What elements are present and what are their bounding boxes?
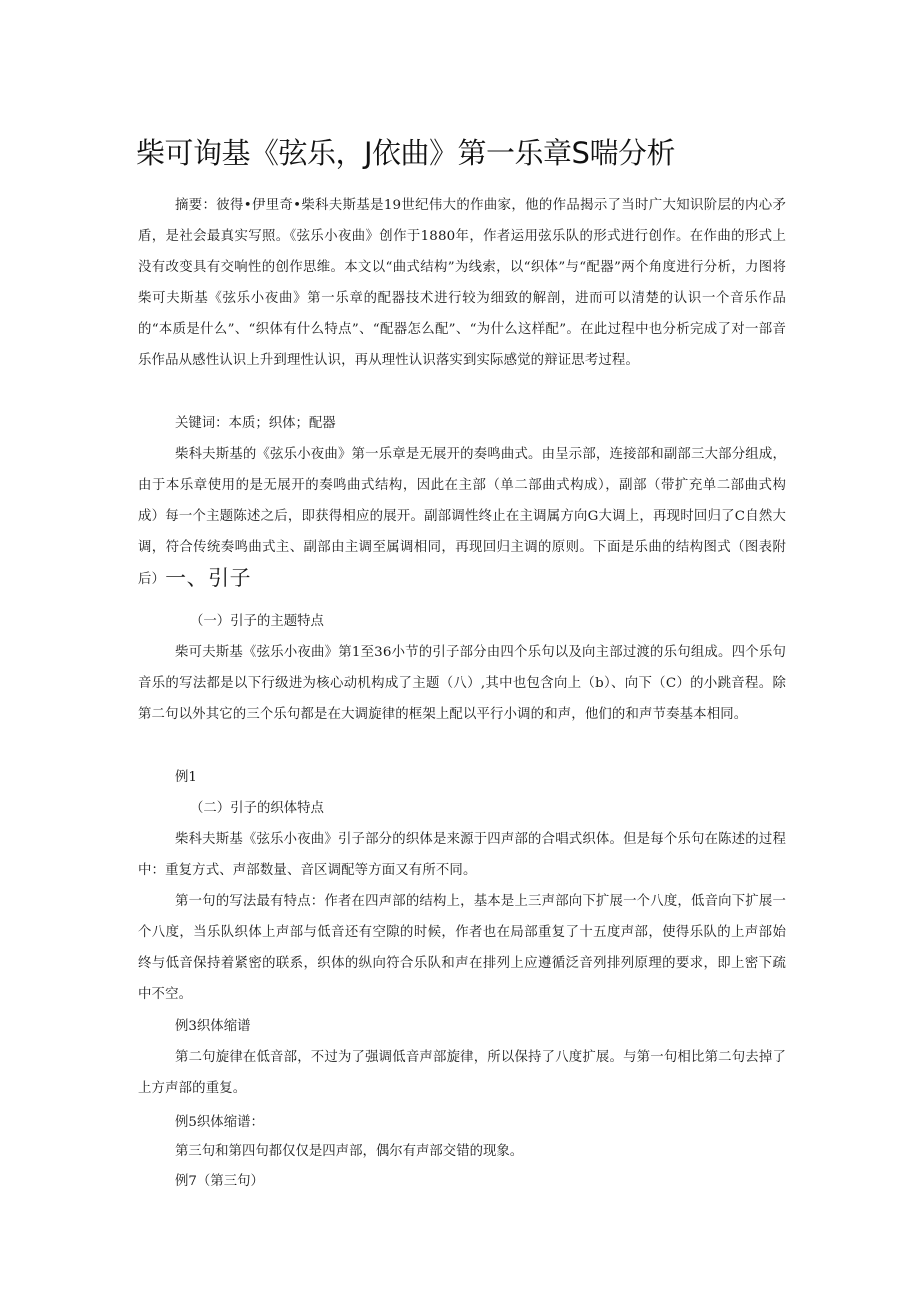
example-1-label: 例1 (175, 770, 197, 785)
first-phrase-paragraph: 第一句的写法最有特点：作者在四声部的结构上，基本是上三声部向下扩展一个八度，低音向下扩展一个八度，当乐队织体上声部与低音还有空隙的时候，作者也在局部重复了十五度声部，使得乐队的上声部始终与低音保持着紧密的联系，织体的纵向符合乐队和声在排列上应遵循泛音列排列原理的要求，即上密下疏中不空。 (138, 894, 786, 1002)
keywords-line: 关键词：本质；织体；配器 (175, 416, 336, 431)
intro-text: 柴科夫斯基的《弦乐小夜曲》第一乐章是无展开的奏鸣曲式。由呈示部，连接部和副部三大部分组成，由于本乐章使用的是无展开的奏鸣曲式结构，因此在主部（单二部曲式构成），副部（带扩充单二部曲式构成）每一个主题陈述之后，即获得相应的展开。副部调性终止在主调属方向G大调上，再现时回归了C自然大调，符合传统奏鸣曲式主、副部由主调至属调相同，再现回归主调的原则。下面是乐曲的结构图式（图表附后） (138, 447, 786, 587)
example-5-label: 例5织体缩谱： (175, 1115, 264, 1130)
section-heading-introduction: 一、引子 (165, 566, 252, 590)
theme-paragraph: 柴可夫斯基《弦乐小夜曲》第1至36小节的引子部分由四个乐句以及向主部过渡的乐句组成。四个乐句音乐的写法都是以下行级进为核心动机构成了主题（八）,其中也包含向上（b）、向下（C）的小跳音程。除第二句以外其它的三个乐句都是在大调旋律的框架上配以平行小调的和声，他们的和声节奏基本相同。 (138, 645, 786, 722)
example-7-label: 例7（第三句） (175, 1174, 264, 1189)
second-phrase-paragraph: 第二句旋律在低音部，不过为了强调低音声部旋律，所以保持了八度扩展。与第一句相比第二句去掉了上方声部的重复。 (138, 1050, 786, 1096)
third-fourth-phrase-paragraph: 第三句和第四句都仅仅是四声部，偶尔有声部交错的现象。 (175, 1144, 524, 1159)
subheading-texture-features: （二）引子的织体特点 (190, 801, 324, 816)
intro-paragraph (138, 439, 786, 595)
subheading-theme-features: （一）引子的主题特点 (190, 614, 324, 629)
texture-paragraph: 柴科夫斯基《弦乐小夜曲》引子部分的织体是来源于四声部的合唱式织体。但是每个乐句在陈述的过程中：重复方式、声部数量、音区调配等方面又有所不同。 (138, 832, 786, 878)
example-3-label: 例3织体缩谱 (175, 1019, 251, 1034)
document-title: 柴可询基《弦乐，J依曲》第一乐章S喘分析 (136, 136, 675, 170)
abstract-paragraph: 摘要：彼得•伊里奇•柴科夫斯基是19世纪伟大的作曲家，他的作品揭示了当时广大知识阶层的内心矛盾，是社会最真实写照。《弦乐小夜曲》创作于1880年，作者运用弦乐队的形式进行创作。在作曲的形式上没有改变具有交响性的创作思维。本文以“曲式结构”为线索，以“织体”与“配器”两个角度进行分析，力图将柴可夫斯基《弦乐小夜曲》第一乐章的配器技术进行较为细致的解剖，进而可以清楚的认识一个音乐作品的“本质是什么”、“织体有什么特点”、“配器怎么配”、“为什么这样配”。在此过程中也分析完成了对一部音乐作品从感性认识上升到理性认识，再从理性认识落实到实际感觉的辩证思考过程。 (138, 198, 786, 368)
